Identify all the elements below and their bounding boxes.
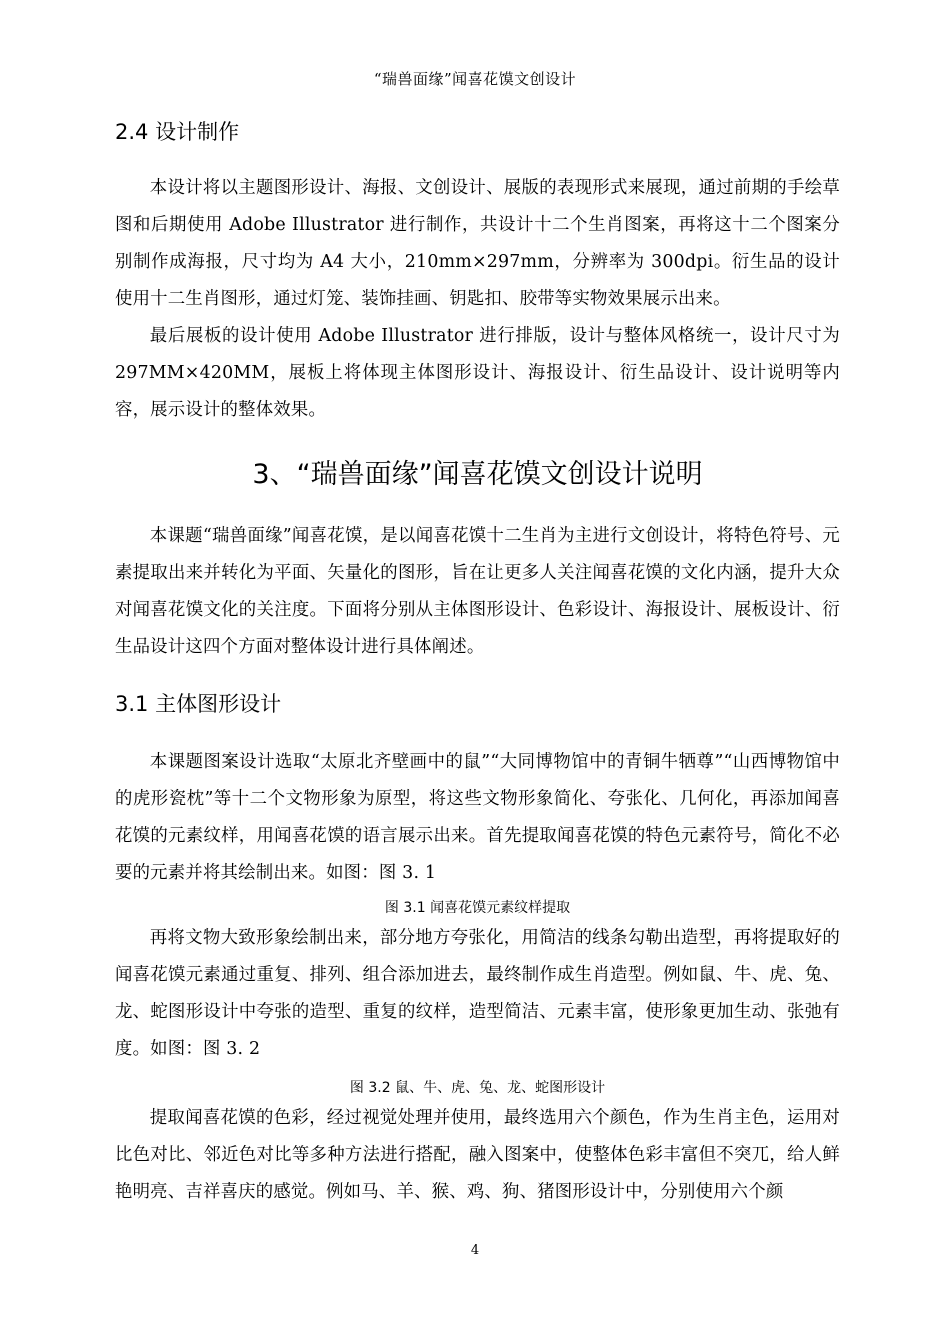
section-heading-2-4: 2.4 设计制作 <box>115 120 240 144</box>
paragraph-3-1-3: 提取闻喜花馍的色彩，经过视觉处理并使用，最终选用六个颜色，作为生肖主色，运用对比色对比、邻近色对比等多种方法进行搭配，融入图案中，使整体色彩丰富但不突兀，给人鲜艳明亮、吉祥喜庆的感觉。例如马、羊、猴、鸡、狗、猪图形设计中，分别使用六个颜 <box>115 1108 840 1202</box>
page-number: 4 <box>470 1243 480 1258</box>
chapter-heading-3: 3、“瑞兽面缘”闻喜花馍文创设计说明 <box>252 459 703 490</box>
figure-caption-3-1: 图 3.1 闻喜花馍元素纹样提取 <box>384 900 571 916</box>
paragraph-2-4-1: 本设计将以主题图形设计、海报、文创设计、展版的表现形式来展现，通过前期的手绘草图和后期使用 Adobe Illustrator 进行制作，共设计十二个生肖图案，再将这十二个图案分别制作成海报，尺寸均为 A4 大小，210mm×297mm，分辨率为 300dpi。衍生品的设计使用十二生肖图形，通过灯笼、装饰挂画、钥匙扣、胶带等实物效果展示出来。 <box>115 178 840 309</box>
paragraph-3-1-1: 本课题图案设计选取“太原北齐壁画中的鼠”“大同博物馆中的青铜牛牺尊”“山西博物馆中的虎形瓷枕”等十二个文物形象为原型，将这些文物形象简化、夸张化、几何化，再添加闻喜花馍的元素纹样，用闻喜花馍的语言展示出来。首先提取闻喜花馍的特色元素符号，简化不必要的元素并将其绘制出来。如图：图 3. 1 <box>115 752 840 883</box>
paragraph-3-1-2: 再将文物大致形象绘制出来，部分地方夸张化，用简洁的线条勾勒出造型，再将提取好的闻喜花馍元素通过重复、排列、组合添加进去，最终制作成生肖造型。例如鼠、牛、虎、兔、龙、蛇图形设计中夸张的造型、重复的纹样，造型简洁、元素丰富，使形象更加生动、张弛有度。如图：图 3. 2 <box>115 928 840 1059</box>
paragraph-3-intro: 本课题“瑞兽面缘”闻喜花馍，是以闻喜花馍十二生肖为主进行文创设计，将特色符号、元素提取出来并转化为平面、矢量化的图形，旨在让更多人关注闻喜花馍的文化内涵，提升大众对闻喜花馍文化的关注度。下面将分别从主体图形设计、色彩设计、海报设计、展板设计、衍生品设计这四个方面对整体设计进行具体阐述。 <box>115 526 840 657</box>
page-content <box>115 112 840 1211</box>
running-header: “瑞兽面缘”闻喜花馍文创设计 <box>373 70 577 88</box>
figure-caption-3-2: 图 3.2 鼠、牛、虎、兔、龙、蛇图形设计 <box>349 1080 606 1096</box>
paragraph-2-4-2: 最后展板的设计使用 Adobe Illustrator 进行排版，设计与整体风格统一，设计尺寸为 297MM×420MM，展板上将体现主体图形设计、海报设计、衍生品设计、设计说明等内容，展示设计的整体效果。 <box>115 326 840 420</box>
section-heading-3-1: 3.1 主体图形设计 <box>115 692 282 716</box>
